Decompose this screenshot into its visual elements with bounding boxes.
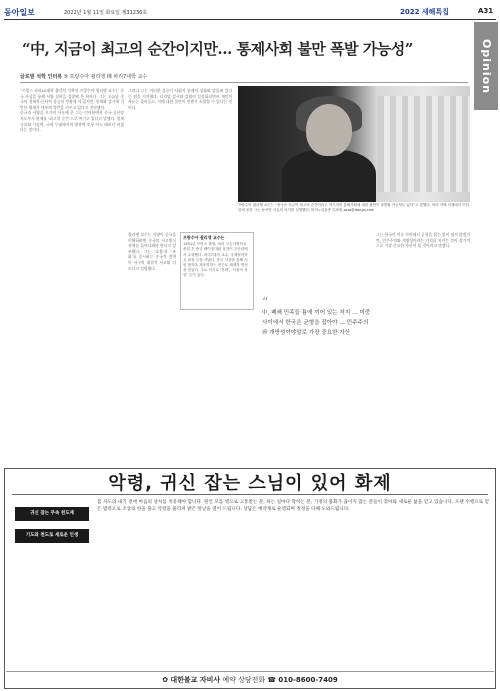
date-line: 2022년 1월 11일 화요일 제31236호 xyxy=(64,10,148,16)
headline-rule xyxy=(20,82,468,83)
ad-badge-1: 귀신 잡는 무속 천도재 xyxy=(15,507,89,521)
pull-quote xyxy=(262,296,372,338)
article-paragraph: 그는 한국이 미중 사이에서 균형을 잡는 일이 쉽지 않겠지만, 민주주의와 개방성이라는 가치를 지키는 것이 장기적으로 가장 중요한 자산이 될 것이라고 말했다. xyxy=(376,232,470,249)
series-number: ⑤ xyxy=(63,74,69,80)
article-column-4 xyxy=(376,232,470,460)
profile-box xyxy=(180,232,254,310)
ad-title: 악령, 귀신 잡는 스님이 있어 화제 xyxy=(108,473,392,494)
section-label: 2022 새해특집 xyxy=(400,8,449,16)
temple-name: 대한불교 자비사 xyxy=(170,676,221,684)
paper-logo: 동아일보 xyxy=(4,8,35,17)
page-number: A31 xyxy=(478,7,494,15)
lotus-icon: ✿ xyxy=(162,676,169,684)
phone-icon: ☎ xyxy=(267,676,277,684)
pull-quote-text: 中, 폐쇄 민족들 틈에 끼어 있는 처지 … 미중 사이에서 한국은 균형을 잡아야 … 민주주의와 개방성이야말로 가장 중요한 자산 xyxy=(262,310,371,336)
masthead xyxy=(4,5,496,20)
article-paragraph: 중국과 서양을 오가며 사유해 온 그는 인터뷰에서 중국 공산당 지도부가 현재를 ‘최고의 순간’으로 여기고 있다고 말했다. 경제 규모와 기술력, 국제 무대에서의 영향력 모두 어느 때보다 커졌다는 것이다. xyxy=(20,110,124,133)
ad-body: 몸 자도의 내기 전에 마음의 상처를 치유해야 합니다. 원인 모를 병으로 고통받는 분, 하는 일마다 막히는 분, 가정의 불화가 끊이지 않는 분들이 찾아와 새로운 삶을 얻고 있습니다. 오랜 수행으로 얻은 법력으로 조상의 한을 풀고 악령을 물리쳐 밝은 앞날을 열어 드립니다. 상담은 예약제로 운영되며 정성을 다해 도와드립니다. xyxy=(97,500,489,512)
photo-caption: 프랑수아 쥘리앵 교수는 “중국은 지금이 최고의 순간이라고 여기지만 통제사회에 대한 불만이 폭발할 가능성도 있다”고 말했다. 파리 자택 서재에서 인터뷰에 응한 그는 동서양 사유의 차이를 설명했다. 파리=김윤종 특파원 zozo@donga.com xyxy=(238,203,470,212)
ad-badge-2: 기도와 천도로 새로운 인생 xyxy=(15,529,89,543)
profile-title: 프랑수아 쥘리앵 교수는 xyxy=(183,235,225,240)
article-column-2b xyxy=(128,232,176,460)
series-name: 글로벌 석학 인터뷰 xyxy=(20,74,63,80)
article-column-1 xyxy=(20,88,124,460)
interview-photo xyxy=(238,86,470,202)
opinion-tab: Opinion xyxy=(474,22,498,110)
article-lead: “프랑스 파리10대학 출신의 석학인 프랑수아 쥘리앵 교수는 중국 사상을 통해 서양 철학을 성찰해 온 학자다. 그는 오늘날 중국이 경제적·군사적 성공의 정점에 서 있지만, 통제와 감시에 기반한 체제가 내부의 불만을 키우고 있다고 진단했다. xyxy=(20,88,124,110)
byline: 프랑수아 쥘리앵 佛 파리7대학 교수 xyxy=(69,74,148,80)
ad-title-rule xyxy=(12,494,488,495)
phone-number: 010-8600-7409 xyxy=(278,676,338,684)
article-paragraph: 그러나 그는 이러한 성공이 사회적 통제의 강화와 맞물려 있다는 점을 지적했다. 디지털 감시와 검열이 일상화되면서 개인의 자유는 줄어들고, 이에 대한 불만이 언젠가 폭발할 수 있다는 것이다. xyxy=(128,88,232,110)
article-headline: “中, 지금이 최고의 순간이지만… 통제사회 불만 폭발 가능성” xyxy=(22,40,413,58)
figure-face-shape xyxy=(306,104,352,156)
quote-mark-icon: “ xyxy=(262,295,269,309)
article-paragraph: 쥘리앵 교수는 서양이 중국을 이해하려면 중국의 사고방식 자체를 들여다봐야 한다고 강조했다. 그는 ‘효율’과 ‘조화’를 중시하는 중국적 전략이 서구의 대결적 사고와 다르다고 설명했다. xyxy=(128,232,176,271)
figure-body-shape xyxy=(282,150,376,202)
article-column-2 xyxy=(128,88,232,228)
contact-label: 예약 상담전화 xyxy=(222,676,266,684)
profile-text: 1951년 프랑스 출생. 파리 고등사범학교 졸업 후 중국 베이징대와 상하이 푸단대에서 수학했다. 파리7대학 교수, 국제철학학교 원장 등을 지냈다. 중국 사상을 통해 서양 철학을 재조명하는 연구로 세계적 명성을 얻었다. 주요 저서로 ‘전략’, ‘사물의 성향’ 등이 있다. xyxy=(183,242,248,278)
bookshelf-shape xyxy=(378,96,470,192)
ad-footer xyxy=(6,671,494,687)
advertisement xyxy=(4,468,496,689)
